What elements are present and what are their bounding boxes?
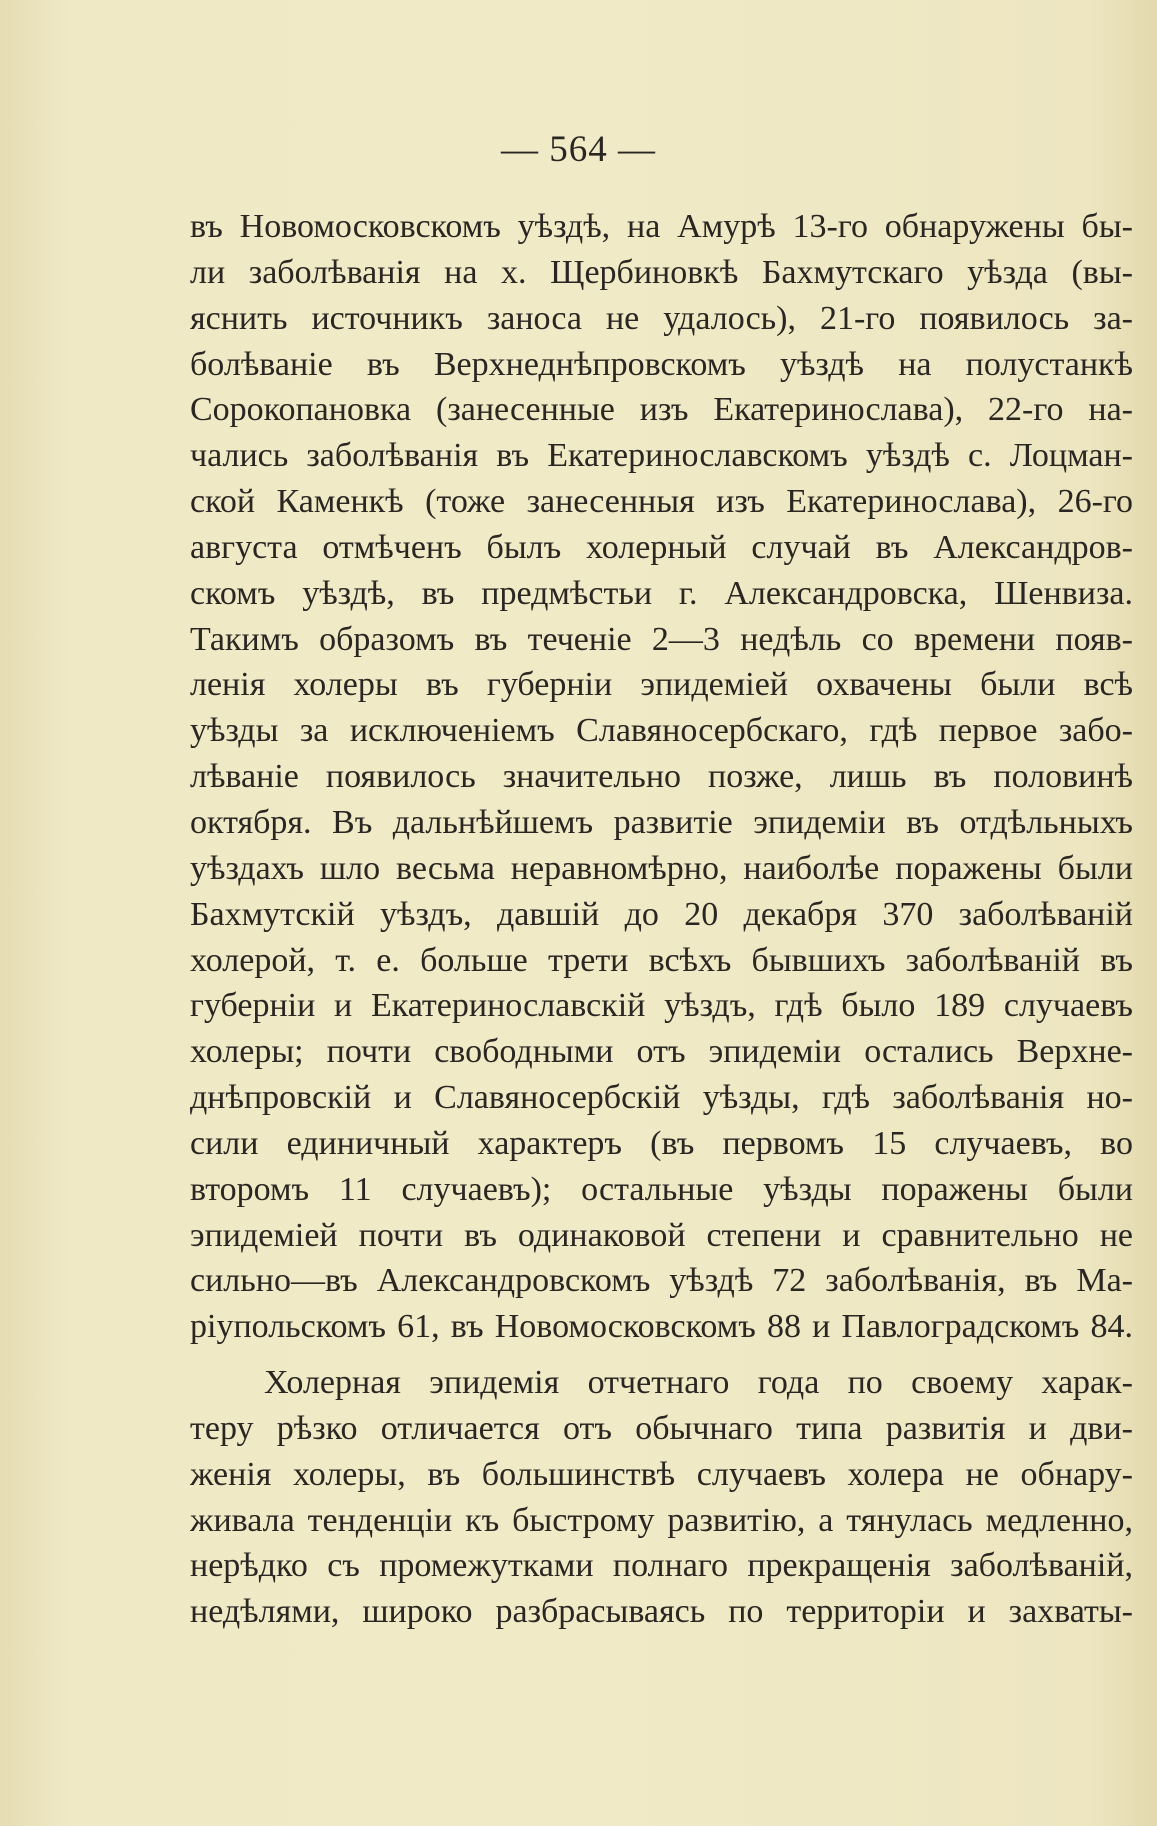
text-line: теру рѣзко отличается отъ обычнаго типа развитія и дви- [190,1409,1133,1447]
text-line: болѣваніе въ Верхнеднѣпровскомъ уѣздѣ на полустанкѣ [190,345,1133,383]
text-line: скомъ уѣздѣ, въ предмѣстьи г. Александровска, Шенвиза. [190,574,1133,612]
text-line: яснить источникъ заноса не удалось), 21-го появилось за- [190,299,1133,337]
paragraph-gap [190,1350,1133,1360]
text-line: уѣзды за исключеніемъ Славяносербскаго, гдѣ первое забо- [190,712,1133,750]
text-line: Бахмутскій уѣздъ, давшій до 20 декабря 370 заболѣваній [190,895,1133,933]
page-number: — 564 — [501,129,656,170]
text-line: октября. Въ дальнѣйшемъ развитіе эпидеміи въ отдѣльныхъ [190,803,1133,841]
text-line: августа отмѣченъ былъ холерный случай въ Александров- [190,528,1133,566]
paragraph-1 [190,204,1133,1350]
text-line: живала тенденціи къ быстрому развитію, а тянулась медленно, [190,1501,1133,1539]
text-line: нерѣдко съ промежутками полнаго прекращенія заболѣваній, [190,1547,1133,1585]
text-line: холерой, т. е. больше трети всѣхъ бывшихъ заболѣваній въ [190,941,1133,979]
text-line: ріупольскомъ 61, въ Новомосковскомъ 88 и Павлоградскомъ 84. [190,1308,1133,1346]
text-line: недѣлями, широко разбрасываясь по территоріи и захваты- [190,1593,1133,1631]
text-line: въ Новомосковскомъ уѣздѣ, на Амурѣ 13-го обнаружены бы- [190,208,1133,245]
text-line: эпидеміей почти въ одинаковой степени и сравнительно не [190,1216,1133,1254]
text-line: сили единичный характеръ (въ первомъ 15 случаевъ, во [190,1124,1133,1162]
paragraph-2 [190,1360,1133,1635]
text-line: второмъ 11 случаевъ); остальные уѣзды поражены были [190,1170,1133,1208]
text-line: Холерная эпидемія отчетнаго года по своему харак- [264,1364,1133,1402]
text-line: женія холеры, въ большинствѣ случаевъ холера не обнару- [190,1455,1133,1493]
body-text [190,204,1133,1635]
text-line: Такимъ образомъ въ теченіе 2—3 недѣль со времени появ- [190,620,1133,658]
text-line: лѣваніе появилось значительно позже, лишь въ половинѣ [190,758,1133,796]
text-line: губерніи и Екатеринославскій уѣздъ, гдѣ было 189 случаевъ [190,987,1133,1025]
text-line: Сорокопановка (занесенные изъ Екатеринослава), 22-го на- [190,391,1133,429]
text-line: ской Каменкѣ (тоже занесенныя изъ Екатеринослава), 26-го [190,483,1133,521]
text-line: ли заболѣванія на х. Щербиновкѣ Бахмутскаго уѣзда (вы- [190,253,1133,291]
text-line: днѣпровскій и Славяносербскій уѣзды, гдѣ заболѣванія но- [190,1079,1133,1117]
text-line: чались заболѣванія въ Екатеринославскомъ уѣздѣ с. Лоцман- [190,437,1133,475]
text-line: сильно—въ Александровскомъ уѣздѣ 72 заболѣванія, въ Ма- [190,1262,1133,1300]
text-line: уѣздахъ шло весьма неравномѣрно, наиболѣе поражены были [190,849,1133,887]
text-line: ленія холеры въ губерніи эпидеміей охвачены были всѣ [190,666,1133,704]
text-line: холеры; почти свободными отъ эпидеміи остались Верхне- [190,1033,1133,1071]
